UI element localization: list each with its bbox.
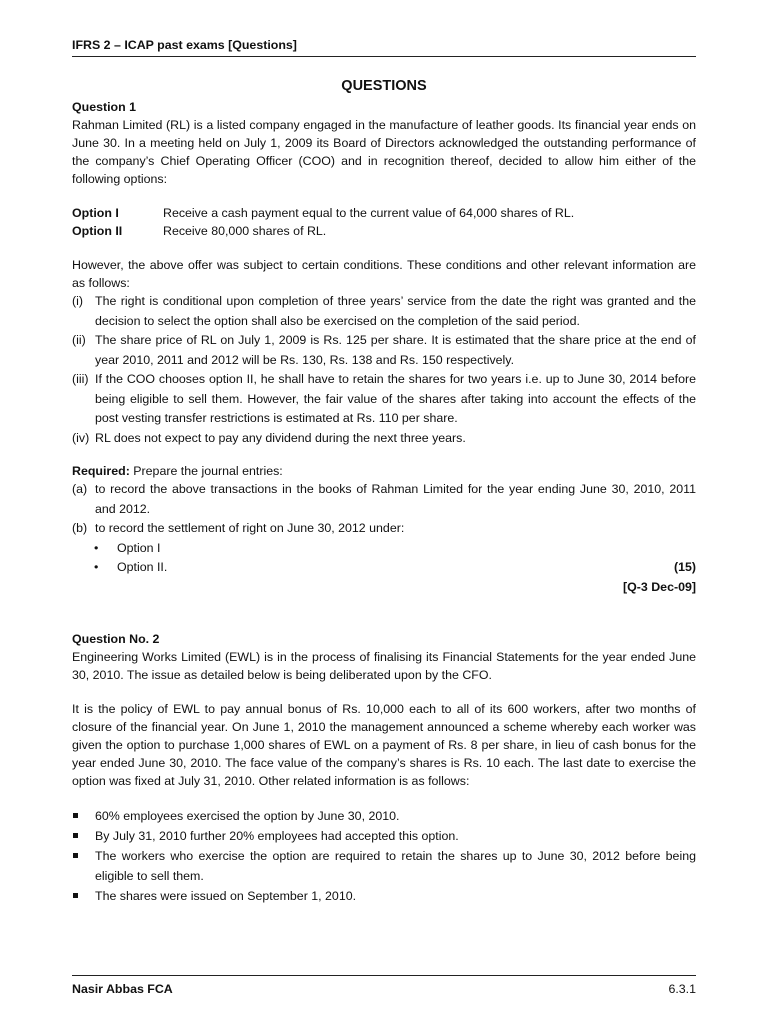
condition-number: (iii) (72, 372, 89, 386)
page-title: QUESTIONS (341, 78, 427, 94)
fact-item (72, 806, 696, 826)
condition-number: (iv) (72, 430, 90, 445)
conditions-intro: However, the above offer was subject to certain conditions. These conditions and other relevant information are as follows: (72, 258, 696, 290)
question-2-intro: Engineering Works Limited (EWL) is in the process of finalising its Financial Statements for the year ended June 30, 2010. The issue as detailed below is being deliberated upon by the CFO. (72, 649, 696, 682)
required-item (72, 480, 696, 519)
required-item-number: (a) (72, 482, 88, 496)
required-label: Required: (72, 464, 130, 478)
option-text: Receive 80,000 shares of RL. (163, 224, 327, 238)
fact-text: The workers who exercise the option are required to retain the shares up to June 30, 2012 before being eligible to sell them. (95, 848, 696, 883)
condition-item (72, 331, 696, 370)
condition-item (72, 429, 696, 449)
condition-text: The right is conditional upon completion of three years’ service from the date the right was granted and the decision to select the option shall also be exercised on the completion of the said period. (95, 294, 696, 328)
square-bullet-icon (72, 806, 95, 826)
required-line (72, 462, 696, 480)
bullet-icon: • (94, 540, 99, 555)
page-content (72, 76, 696, 906)
page-footer (72, 980, 696, 998)
question-2-heading: Question No. 2 (72, 631, 160, 646)
question-marks: (15) (673, 560, 696, 574)
option-row (72, 204, 696, 222)
fact-item (72, 826, 696, 846)
condition-number: (ii) (72, 333, 86, 347)
running-header: IFRS 2 – ICAP past exams [Questions] (72, 38, 297, 52)
question-2-policy: It is the policy of EWL to pay annual bonus of Rs. 10,000 each to all of its 600 workers, after two months of closure of the financial year. On June 1, 2010 the management announced a scheme whereby each worker was given the option to purchase 1,000 shares of EWL on a payment of Rs. 8 per share, in lieu of cash bonus for the year ended June 30, 2010. The face value of the company’s shares is Rs. 10 each. The last date to exercise the option was fixed at July 31, 2010. Other related information is as follows: (72, 701, 696, 788)
required-text: Prepare the journal entries: (129, 464, 283, 478)
square-bullet-icon (72, 826, 95, 846)
option-row (72, 222, 696, 240)
question-1-heading: Question 1 (72, 100, 137, 114)
required-item-text: to record the settlement of right on June 30, 2012 under: (95, 521, 405, 535)
question-reference: [Q-3 Dec-09] (623, 579, 696, 594)
required-item-text: to record the above transactions in the books of Rahman Limited for the year ending June 30, 2010, 2011 and 2012. (95, 482, 696, 516)
option-text: Receive a cash payment equal to the current value of 64,000 shares of RL. (163, 206, 575, 220)
footer-divider (72, 975, 696, 976)
condition-text: The share price of RL on July 1, 2009 is Rs. 125 per share. It is estimated that the share price at the end of year 2010, 2011 and 2012 will be Rs. 130, Rs. 138 and Rs. 150 respectively. (95, 333, 696, 367)
condition-item (72, 370, 696, 429)
option-label: Option I (72, 206, 119, 220)
required-item (72, 519, 696, 539)
square-bullet-icon (72, 886, 95, 906)
settlement-option-text: Option II. (117, 560, 168, 574)
settlement-option (72, 539, 696, 559)
header-divider (72, 56, 696, 57)
question-1-intro: Rahman Limited (RL) is a listed company engaged in the manufacture of leather goods. Its financial year ends on June 30. In a meeting held on July 1, 2009 its Board of Directors acknowledged the outstanding performance of the company’s Chief Operating Officer (COO) and in recognition thereof, decided to allow him either of the following options: (72, 118, 696, 186)
fact-text: By July 31, 2010 further 20% employees had accepted this option. (95, 828, 459, 843)
required-item-number: (b) (72, 521, 88, 535)
condition-number: (i) (72, 294, 84, 308)
condition-text: RL does not expect to pay any dividend during the next three years. (95, 430, 466, 445)
fact-item (72, 886, 696, 906)
condition-text: If the COO chooses option II, he shall have to retain the shares for two years i.e. up to June 30, 2014 before being eligible to sell them. However, the fair value of the shares after taking into account the effects of the post vesting transfer restrictions is estimated at Rs. 110 per share. (95, 372, 696, 425)
fact-text: The shares were issued on September 1, 2010. (95, 888, 357, 903)
page-number: 6.3.1 (668, 982, 696, 996)
bullet-icon: • (94, 560, 99, 574)
option-label: Option II (72, 224, 123, 238)
settlement-option-marks-row (72, 558, 696, 578)
page (72, 0, 696, 1024)
fact-text: 60% employees exercised the option by June 30, 2010. (95, 808, 400, 823)
footer-author: Nasir Abbas FCA (72, 982, 173, 996)
condition-item (72, 292, 696, 331)
square-bullet-icon (72, 846, 95, 886)
settlement-option-text: Option I (117, 540, 161, 555)
fact-item (72, 846, 696, 886)
